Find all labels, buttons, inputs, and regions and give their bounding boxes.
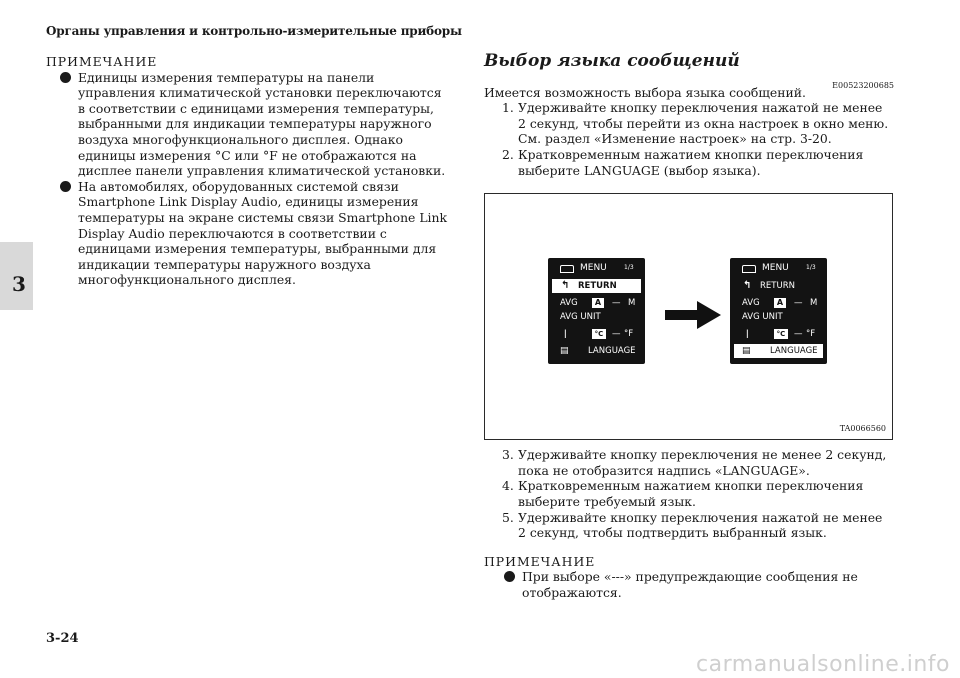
step-item — [484, 447, 894, 478]
language-icon: ▤ — [560, 346, 569, 357]
avg-unit-row — [734, 310, 823, 324]
return-label: RETURN — [578, 281, 617, 292]
note-bullet-text: На автомобилях, оборудованных системой связи Smartphone Link Display Audio, единицы измерения температуры на экране системы связи Smartphone Link Display Audio переключаются в соответствии с единицами измерения температуры, выбранными для индикации температуры наружного воздуха многофункционального дисплея. — [78, 178, 448, 288]
note-bullet — [60, 179, 452, 288]
step-number: 4. — [502, 478, 514, 494]
avg-unit-label: AVG UNIT — [560, 312, 601, 323]
step-number: 3. — [502, 447, 514, 463]
avg-unit-row — [552, 310, 641, 324]
right-column — [484, 51, 894, 601]
display-figure — [484, 193, 893, 440]
car-menu-icon — [560, 265, 574, 273]
thermometer-icon: ǀ — [746, 329, 749, 340]
return-arrow-icon: ↰ — [561, 280, 570, 292]
menu-row — [734, 261, 823, 275]
temp-dash: — — [612, 329, 621, 340]
menu-page: 1/3 — [624, 264, 634, 272]
temp-unit-row — [552, 327, 641, 341]
step-text: Кратковременным нажатием кнопки переключения выберите требуемый язык. — [518, 478, 864, 509]
avg-dash: — — [612, 298, 621, 309]
temp-dash: — — [794, 329, 803, 340]
step-text: Кратковременным нажатием кнопки переключения выберите LANGUAGE (выбор языка). — [518, 146, 864, 178]
step-text: Удерживайте кнопку переключения нажатой не менее 2 секунд, чтобы подтвердить выбранный язык. — [518, 509, 883, 541]
language-row — [552, 344, 641, 358]
note-title: ПРИМЕЧАНИЕ — [484, 553, 596, 569]
display-screen-before — [548, 258, 645, 364]
page-number: 3-24 — [46, 631, 79, 646]
steps-after — [484, 447, 894, 541]
note-bullet — [504, 569, 894, 600]
note-title: ПРИМЕЧАНИЕ — [46, 54, 158, 69]
avg-row — [552, 296, 641, 310]
language-label: LANGUAGE — [588, 346, 636, 357]
left-column — [46, 54, 452, 288]
avg-m: M — [810, 298, 818, 309]
step-text: Удерживайте кнопку переключения нажатой не менее 2 секунд, чтобы перейти из окна настроек в окно меню. См. раздел «Изменение настроек» на стр. 3-20. — [518, 100, 889, 147]
temp-unit-row — [734, 327, 823, 341]
return-label: RETURN — [760, 281, 795, 292]
step-item — [484, 510, 894, 541]
note-bullet — [60, 70, 452, 179]
section-title: Выбор языка сообщений — [484, 51, 740, 71]
step-item — [484, 100, 894, 147]
menu-page: 1/3 — [806, 264, 816, 272]
avg-a-box: A — [592, 298, 604, 308]
section-code: E00523200685 — [832, 81, 894, 90]
note-bullet-text: Единицы измерения температуры на панели управления климатической установки переключаются в соответствии с единицами измерения температуры, выбранными для индикации температуры наружного воздуха многофункционального дисплея. Однако единицы измерения °C или °F не отображаются на дисплее панели управления климатической установки. — [78, 69, 446, 179]
bullet-dot-icon — [60, 72, 71, 83]
avg-a-box: A — [774, 298, 786, 308]
menu-row — [552, 261, 641, 275]
avg-unit-label: AVG UNIT — [742, 312, 783, 323]
right-arrow-icon — [665, 301, 721, 329]
watermark: carmanualsonline.info — [696, 652, 950, 677]
step-text: Удерживайте кнопку переключения не менее 2 секунд, пока не отобразится надпись «LANGUAGE». — [518, 447, 887, 478]
avg-label: AVG — [560, 298, 578, 309]
note-bullet-text: При выборе «---» предупреждающие сообщения не отображаются. — [522, 569, 858, 600]
avg-dash: — — [794, 298, 803, 309]
step-item — [484, 147, 894, 178]
menu-label: MENU — [580, 263, 607, 274]
chapter-number: 3 — [12, 272, 26, 296]
avg-m: M — [628, 298, 636, 309]
language-row-selected — [734, 344, 823, 358]
return-row — [734, 279, 823, 293]
step-item — [484, 478, 894, 509]
figure-code: TA0066560 — [839, 423, 886, 433]
avg-row — [734, 296, 823, 310]
language-label: LANGUAGE — [770, 346, 818, 357]
fahrenheit-label: °F — [806, 329, 816, 340]
menu-label: MENU — [762, 263, 789, 274]
avg-label: AVG — [742, 298, 760, 309]
display-screen-after — [730, 258, 827, 364]
car-menu-icon — [742, 265, 756, 273]
right-note — [484, 554, 894, 601]
step-number: 2. — [502, 146, 514, 162]
step-number: 1. — [502, 100, 514, 116]
return-row — [552, 279, 641, 293]
celsius-box: °C — [592, 329, 606, 339]
language-icon: ▤ — [742, 346, 751, 357]
fahrenheit-label: °F — [624, 329, 634, 340]
return-arrow-icon: ↰ — [743, 280, 752, 292]
bullet-dot-icon — [504, 571, 515, 582]
thermometer-icon: ǀ — [564, 329, 567, 340]
bullet-dot-icon — [60, 181, 71, 192]
section-intro: Имеется возможность выбора языка сообщений. — [484, 84, 806, 100]
celsius-box: °C — [774, 329, 788, 339]
running-header: Органы управления и контрольно-измерительные приборы — [46, 24, 462, 38]
step-number: 5. — [502, 509, 514, 525]
